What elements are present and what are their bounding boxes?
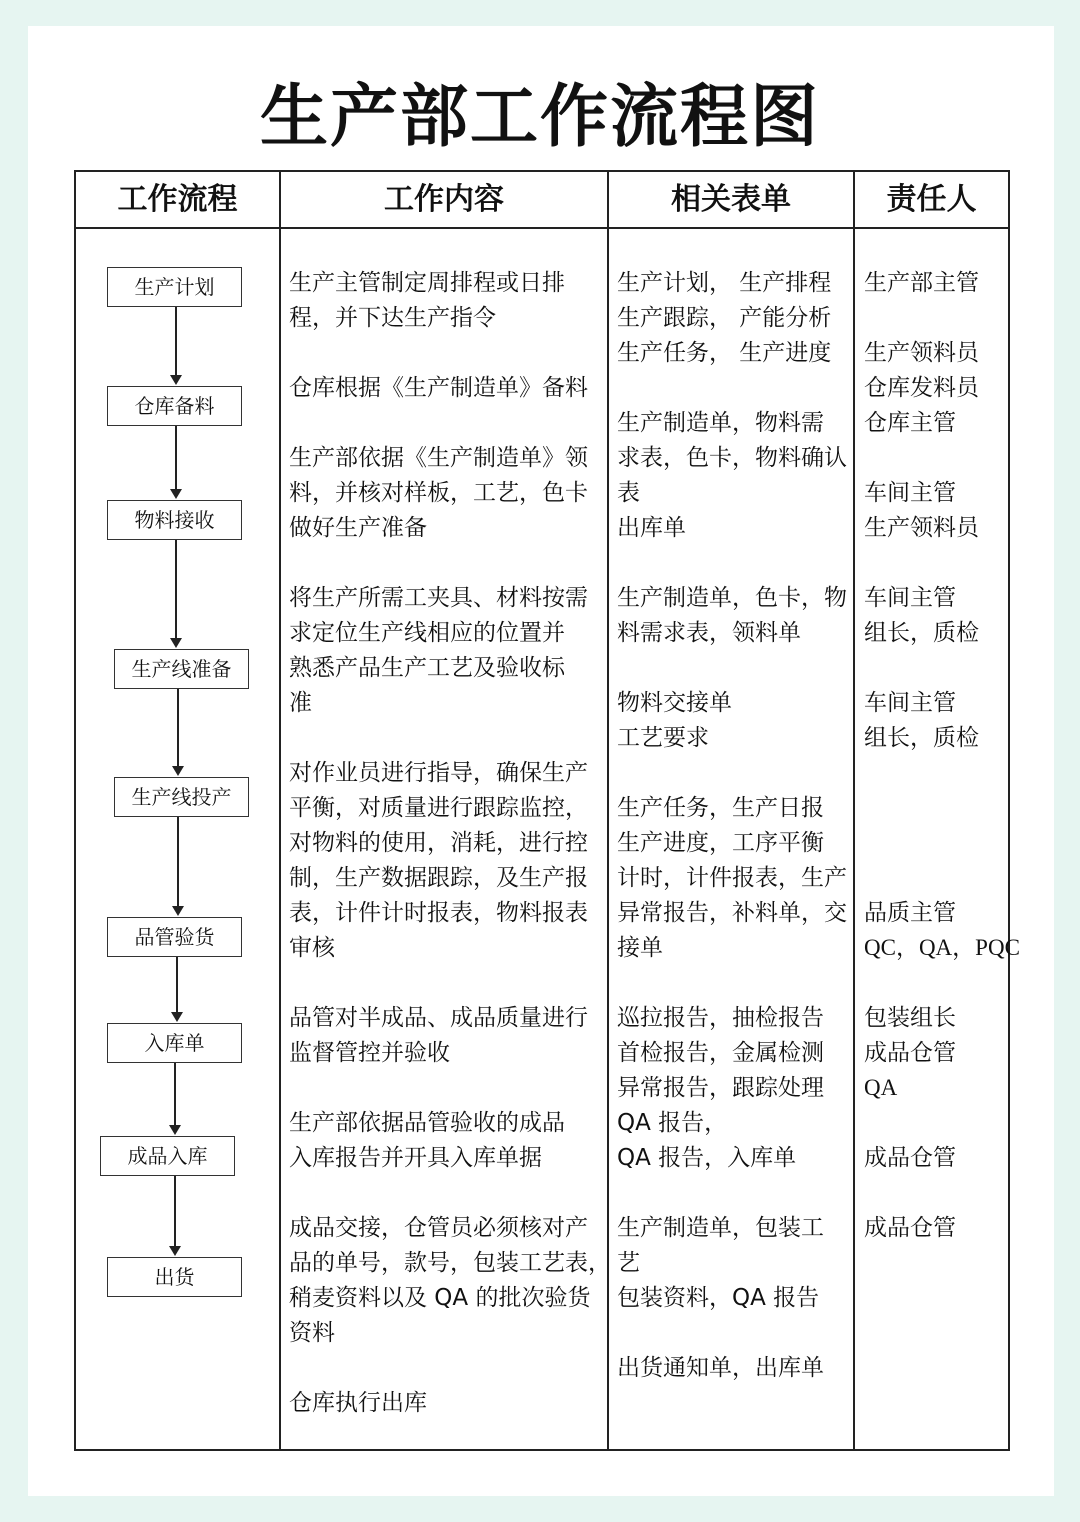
header-workflow: 工作流程	[117, 182, 238, 217]
step-box-shipping: 出货	[107, 1257, 242, 1297]
step-box-line-prep: 生产线准备	[114, 649, 249, 689]
forms-line: 生产进度，工序平衡	[617, 830, 824, 856]
content-line: 将生产所需工夹具、材料按需	[289, 585, 588, 611]
step-box-warehouse-receipt: 入库单	[107, 1023, 242, 1063]
flow-arrow	[175, 307, 177, 383]
owner-line: QA	[864, 1075, 898, 1100]
step-box-material-receive: 物料接收	[107, 500, 242, 540]
header-forms: 相关表单	[671, 182, 791, 217]
owner-line: 品质主管	[864, 900, 956, 926]
forms-line: 工艺要求	[617, 725, 709, 751]
content-line: 仓库根据《生产制造单》备料	[289, 375, 588, 401]
owner-line: 组长，质检	[864, 620, 979, 646]
forms-line: 异常报告，补料单，交	[617, 900, 847, 926]
flow-arrow	[174, 1176, 176, 1254]
step-box-finished-storage: 成品入库	[100, 1136, 235, 1176]
forms-line: 生产跟踪， 产能分析	[617, 305, 832, 331]
column-divider	[853, 172, 855, 1449]
content-line: 平衡，对质量进行跟踪监控，	[289, 795, 588, 821]
content-line: 资料	[289, 1320, 335, 1346]
owner-line: 生产部主管	[864, 270, 979, 296]
owner-line: 车间主管	[864, 480, 956, 506]
forms-line: 物料交接单	[617, 690, 732, 716]
content-line: 对物料的使用，消耗，进行控	[289, 830, 588, 856]
flow-arrow	[174, 1063, 176, 1133]
content-line: 准	[289, 690, 312, 716]
flow-arrow	[175, 540, 177, 646]
forms-line: 计时，计件报表，生产	[617, 865, 847, 891]
forms-line: 异常报告，跟踪处理	[617, 1075, 824, 1101]
forms-line: 求表，色卡，物料确认	[617, 445, 847, 471]
forms-line: 生产制造单，物料需	[617, 410, 824, 436]
owner-line: 成品仓管	[864, 1215, 956, 1241]
flow-arrow	[176, 957, 178, 1020]
header-owner: 责任人	[886, 182, 977, 217]
owner-line: 生产领料员	[864, 515, 979, 541]
owner-line: 组长，质检	[864, 725, 979, 751]
content-line: 表，计件计时报表，物料报表	[289, 900, 588, 926]
forms-line: 首检报告，金属检测	[617, 1040, 824, 1066]
forms-line: 艺	[617, 1250, 640, 1276]
step-box-line-production: 生产线投产	[114, 777, 249, 817]
header-divider	[76, 227, 1008, 229]
forms-line: 接单	[617, 935, 663, 961]
forms-line: QA 报告，	[617, 1110, 728, 1136]
content-line: 审核	[289, 935, 335, 961]
content-line: 品的单号，款号，包装工艺表，	[289, 1250, 611, 1276]
owner-line: 成品仓管	[864, 1145, 956, 1171]
forms-line: 巡拉报告，抽检报告	[617, 1005, 824, 1031]
step-box-plan: 生产计划	[107, 267, 242, 307]
forms-line: 生产任务， 生产进度	[617, 340, 832, 366]
forms-line: 生产计划， 生产排程	[617, 270, 832, 296]
forms-line: 生产制造单，包装工	[617, 1215, 824, 1241]
forms-line: 料需求表，领料单	[617, 620, 801, 646]
forms-line: QA 报告，入库单	[617, 1145, 797, 1171]
column-divider	[279, 172, 281, 1449]
step-box-qc-inspection: 品管验货	[107, 917, 242, 957]
forms-line: 生产任务，生产日报	[617, 795, 824, 821]
content-line: 入库报告并开具入库单据	[289, 1145, 542, 1171]
forms-line: 表	[617, 480, 640, 506]
owner-line: 车间主管	[864, 690, 956, 716]
content-line: 生产部依据《生产制造单》领	[289, 445, 588, 471]
content-line: 做好生产准备	[289, 515, 427, 541]
owner-line: 仓库主管	[864, 410, 956, 436]
content-line: 熟悉产品生产工艺及验收标	[289, 655, 565, 681]
content-line: 生产部依据品管验收的成品	[289, 1110, 565, 1136]
owner-line: 车间主管	[864, 585, 956, 611]
content-line: 对作业员进行指导，确保生产	[289, 760, 588, 786]
page-title: 生产部工作流程图	[259, 78, 820, 157]
owner-line: 生产领料员	[864, 340, 979, 366]
forms-line: 出货通知单，出库单	[617, 1355, 824, 1381]
content-line: 生产主管制定周排程或日排	[289, 270, 565, 296]
content-line: 仓库执行出库	[289, 1390, 427, 1416]
owner-line: QC，QA，PQC	[864, 935, 1020, 960]
content-line: 制，生产数据跟踪，及生产报	[289, 865, 588, 891]
header-content: 工作内容	[384, 182, 504, 217]
forms-line: 出库单	[617, 515, 686, 541]
flow-arrow	[175, 426, 177, 497]
owner-line: 包装组长	[864, 1005, 956, 1031]
content-line: 求定位生产线相应的位置并	[289, 620, 565, 646]
content-line: 品管对半成品、成品质量进行	[289, 1005, 588, 1031]
content-line: 程，并下达生产指令	[289, 305, 496, 331]
content-line: 料，并核对样板，工艺，色卡	[289, 480, 588, 506]
owner-line: 仓库发料员	[864, 375, 979, 401]
content-line: 稍麦资料以及 QA 的批次验货	[289, 1285, 591, 1311]
step-box-stock-prep: 仓库备料	[107, 386, 242, 426]
flow-arrow	[177, 689, 179, 774]
content-line: 监督管控并验收	[289, 1040, 450, 1066]
owner-line: 成品仓管	[864, 1040, 956, 1066]
forms-line: 生产制造单，色卡，物	[617, 585, 847, 611]
content-line: 成品交接，仓管员必须核对产	[289, 1215, 588, 1241]
flow-arrow	[177, 817, 179, 914]
forms-line: 包装资料，QA 报告	[617, 1285, 820, 1311]
